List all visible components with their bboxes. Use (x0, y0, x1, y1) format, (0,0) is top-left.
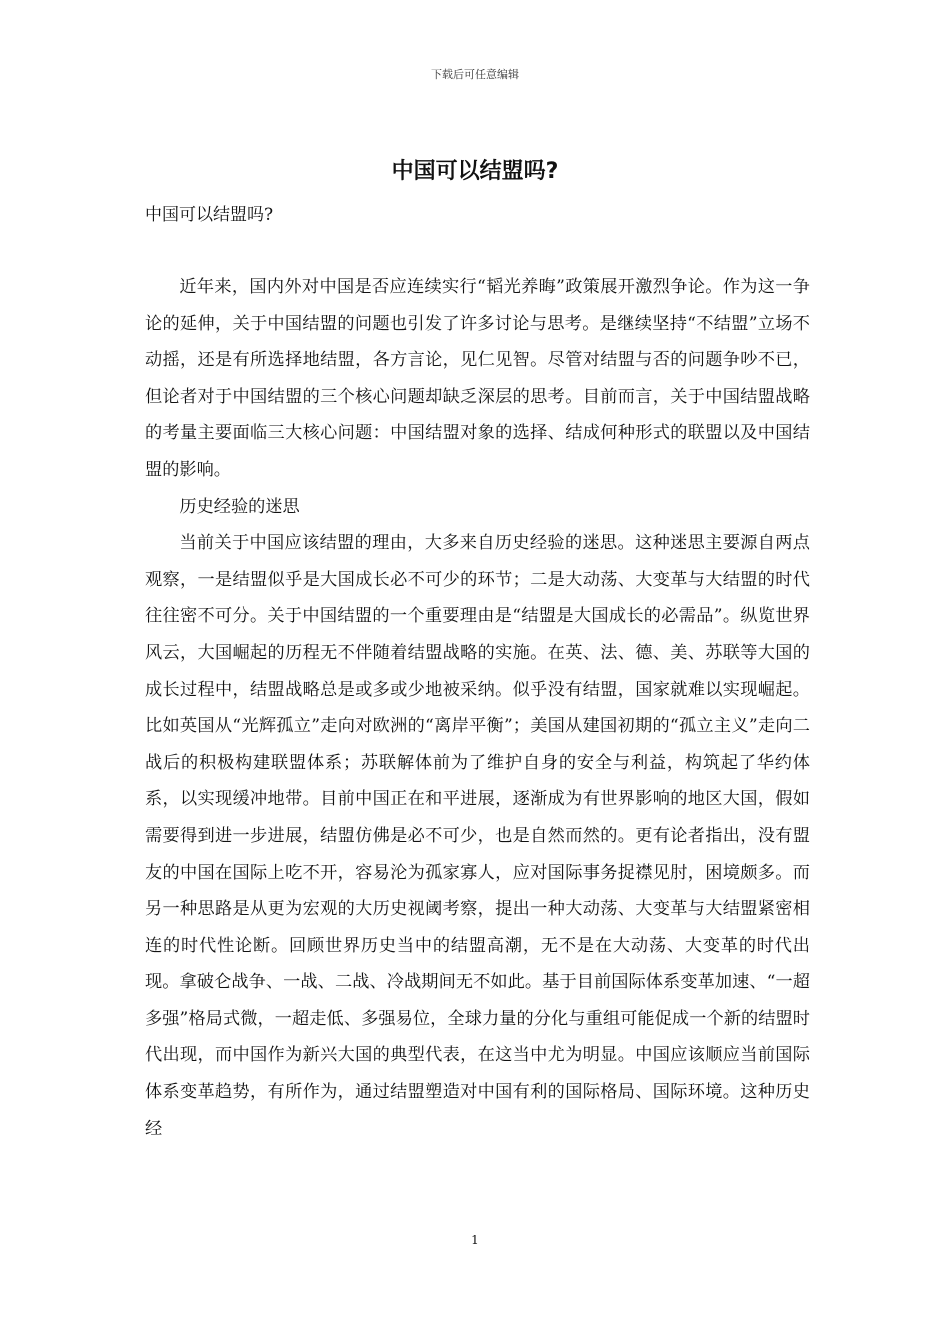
document-title: 中国可以结盟吗? (391, 159, 559, 184)
section-heading: 历史经验的迷思 (179, 496, 300, 517)
document-subtitle: 中国可以结盟吗? (145, 205, 274, 225)
page-header: 下载后可任意编辑 (431, 68, 519, 81)
page-number: 1 (471, 1233, 479, 1247)
document-body (145, 269, 810, 1147)
paragraph-history: 当前关于中国应该结盟的理由，大多来自历史经验的迷思。这种迷思主要源自两点观察，一是结盟似乎是大国成长必不可少的环节；二是大动荡、大变革与大结盟的时代往往密不可分。关于中国结盟的一个重要理由是“结盟是大国成长的必需品”。纵览世界风云，大国崛起的历程无不伴随着结盟战略的实施。在英、法、德、美、苏联等大国的成长过程中，结盟战略总是或多或少地被采纳。似乎没有结盟，国家就难以实现崛起。比如英国从“光辉孤立”走向对欧洲的“离岸平衡”；美国从建国初期的“孤立主义”走向二战后的积极构建联盟体系；苏联解体前为了维护自身的安全与利益，构筑起了华约体系，以实现缓冲地带。目前中国正在和平进展，逐渐成为有世界影响的地区大国，假如需要得到进一步进展，结盟仿佛是必不可少，也是自然而然的。更有论者指出，没有盟友的中国在国际上吃不开，容易沦为孤家寡人，应对国际事务捉襟见肘，困境颇多。而另一种思路是从更为宏观的大历史视阈考察，提出一种大动荡、大变革与大结盟紧密相连的时代性论断。回顾世界历史当中的结盟高潮，无不是在大动荡、大变革的时代出现。拿破仑战争、一战、二战、冷战期间无不如此。基于目前国际体系变革加速、“一超多强”格局式微，一超走低、多强易位，全球力量的分化与重组可能促成一个新的结盟时代出现，而中国作为新兴大国的典型代表，在这当中尤为明显。中国应该顺应当前国际体系变革趋势，有所作为，通过结盟塑造对中国有利的国际格局、国际环境。这种历史经 (145, 533, 810, 1139)
paragraph-intro: 近年来，国内外对中国是否应连续实行“韬光养晦”政策展开激烈争论。作为这一争论的延伸，关于中国结盟的问题也引发了许多讨论与思考。是继续坚持“不结盟”立场不动摇，还是有所选择地结盟，各方言论，见仁见智。尽管对结盟与否的问题争吵不已，但论者对于中国结盟的三个核心问题却缺乏深层的思考。目前而言，关于中国结盟战略的考量主要面临三大核心问题：中国结盟对象的选择、结成何种形式的联盟以及中国结盟的影响。 (145, 277, 810, 480)
